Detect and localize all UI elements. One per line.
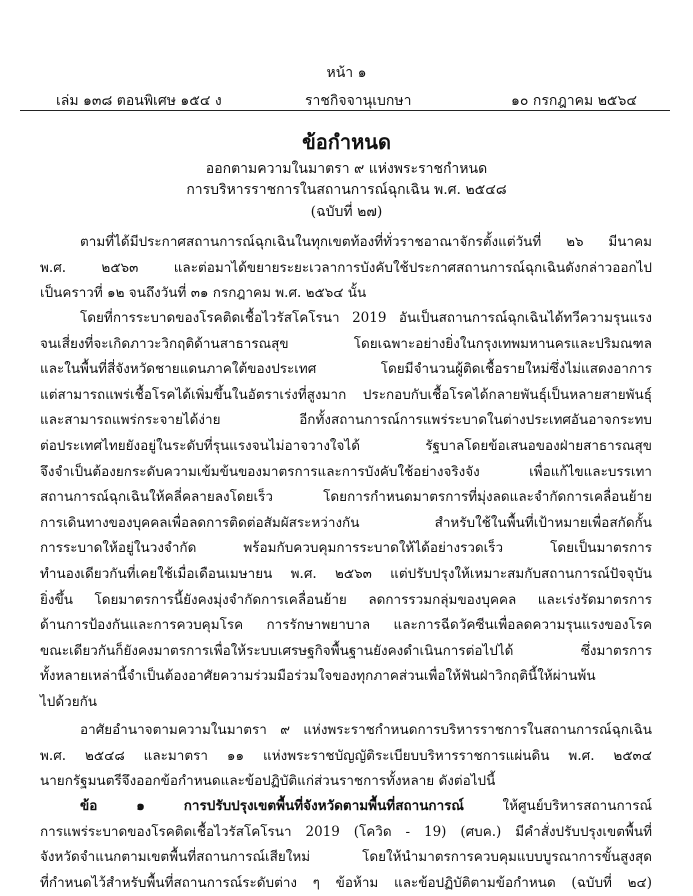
paragraph-authority	[40, 718, 652, 795]
text-line: ยิ่งขึ้น โดยมาตรการนี้ยังคงมุ่งจำกัดการเคลื่อนย้าย ลดการรวมกลุ่มของบุคคล และเร่งรัดมาตรการ	[40, 591, 652, 608]
text-line: เป็นคราวที่ ๑๒ จนถึงวันที่ ๓๑ กรกฎาคม พ.ศ. ๒๕๖๔ นั้น	[40, 285, 367, 302]
text-line: พ.ศ. ๒๕๖๓ และต่อมาได้ขยายระยะเวลาการบังคับใช้ประกาศสถานการณ์ฉุกเฉินดังกล่าวออกไป	[40, 259, 652, 276]
text-line: ไปด้วยกัน	[40, 693, 98, 710]
text-line: การระบาดให้อยู่ในวงจำกัด พร้อมกับควบคุมการระบาดให้ได้อย่างรวดเร็ว โดยเป็นมาตรการ	[40, 540, 652, 557]
volume-issue: เล่ม ๑๓๘ ตอนพิเศษ ๑๕๔ ง	[56, 93, 222, 109]
text-line: โดยที่การระบาดของโรคติดเชื้อไวรัสโคโรนา 2019 อันเป็นสถานการณ์ฉุกเฉินได้ทวีความรุนแรง	[80, 310, 652, 326]
text-line: ทำนองเดียวกันที่เคยใช้เมื่อเดือนเมษายน พ.ศ. ๒๕๖๓ แต่ปรับปรุงให้เหมาะสมกับสถานการณ์ปัจจุบัน	[40, 565, 652, 582]
text-line: ตามที่ได้มีประกาศสถานการณ์ฉุกเฉินในทุกเขตท้องที่ทั่วราชอาณาจักรตั้งแต่วันที่ ๒๖ มีนาคม	[80, 234, 652, 250]
text-line: และสามารถแพร่กระจายได้ง่าย อีกทั้งสถานการณ์การแพร่ระบาดในต่างประเทศอันอาจกระทบ	[40, 412, 652, 429]
text-line: จนเสี่ยงที่จะเกิดภาวะวิกฤติด้านสาธารณสุข โดยเฉพาะอย่างยิ่งในกรุงเทพมหานครและปริมณฑล	[40, 335, 652, 352]
text-line: จึงจำเป็นต้องยกระดับความเข้มข้นของมาตรการและการบังคับใช้อย่างจริงจัง เพื่อแก้ไขและบรรเทา	[40, 463, 652, 480]
text-line: การเดินทางของบุคคลเพื่อลดการติดต่อสัมผัสระหว่างกัน สำหรับใช้ในพื้นที่เป้าหมายเพื่อสกัดกั้น	[40, 514, 652, 531]
publication-date: ๑๐ กรกฎาคม ๒๕๖๔	[511, 93, 637, 109]
text-line: และในพื้นที่สี่จังหวัดชายแดนภาคใต้ของประเทศ โดยมีจำนวนผู้ติดเชื้อรายใหม่ซึ่งไม่แสดงอาการ	[40, 361, 652, 378]
text-line: สถานการณ์ฉุกเฉินให้คลี่คลายลงโดยเร็ว โดยการกำหนดมาตรการที่มุ่งลดและจำกัดการเคลื่อนย้าย	[40, 489, 652, 506]
header-divider	[20, 110, 670, 111]
subtitle-line: ออกตามความในมาตรา ๙ แห่งพระราชกำหนด	[205, 161, 488, 177]
text-line: ขณะเดียวกันก็ยังคงมาตรการเพื่อให้ระบบเศรษฐกิจพื้นฐานยังคงดำเนินการต่อไปได้ ซึ่งมาตรการ	[40, 642, 652, 659]
paragraph-rationale	[40, 306, 652, 716]
text-line: พ.ศ. ๒๕๔๘ และมาตรา ๑๑ แห่งพระราชบัญญัติระเบียบบริหารราชการแผ่นดิน พ.ศ. ๒๕๓๔	[40, 747, 652, 764]
text-line: ด้านการป้องกันและการควบคุมโรค การรักษาพยาบาล และการฉีดวัคซีนเพื่อลดความรุนแรงของโรค	[40, 617, 652, 634]
text-line: ต่อประเทศไทยยังอยู่ในระดับที่รุนแรงจนไม่อาจวางใจได้ รัฐบาลโดยข้อเสนอของฝ่ายสาธารณสุข	[40, 437, 652, 454]
text-line: จังหวัดจำแนกตามเขตพื้นที่สถานการณ์เสียใหม่ โดยให้นำมาตรการควบคุมแบบบูรณาการขั้นสูงสุด	[40, 849, 652, 866]
text-line: การแพร่ระบาดของโรคติดเชื้อไวรัสโคโรนา 2019 (โควิด - 19) (ศบค.) มีคำสั่งปรับปรุงเขตพื้นที่	[40, 823, 652, 840]
document-title: ข้อกำหนด	[302, 130, 391, 154]
text-line: นายกรัฐมนตรีจึงออกข้อกำหนดและข้อปฏิบัติแก่ส่วนราชการทั้งหลาย ดังต่อไปนี้	[40, 773, 496, 790]
text-line: ที่กำหนดไว้สำหรับพื้นที่สถานการณ์ระดับต่าง ๆ ข้อห้าม และข้อปฏิบัติตามข้อกำหนด (ฉบับที่ ๒๔)	[40, 874, 652, 891]
text-line: ทั้งหลายเหล่านี้จำเป็นต้องอาศัยความร่วมมือร่วมใจของทุกภาคส่วนเพื่อให้ฟันฝ่าวิกฤตินี้ให้ผ่านพ้น	[40, 668, 596, 685]
clause-1-first-line	[40, 794, 652, 820]
subtitle-line: (ฉบับที่ ๒๗)	[310, 204, 383, 220]
page-number: หน้า ๑	[326, 65, 367, 81]
text-line: แต่สามารถแพร่เชื้อโรคได้เพิ่มขึ้นในอัตราเร่งที่สูงมาก ประกอบกับเชื้อโรคได้กลายพันธุ์เป็นหลายสายพันธุ์	[40, 386, 652, 403]
clause-1-text: ให้ศูนย์บริหารสถานการณ์	[502, 798, 652, 814]
gazette-name: ราชกิจจานุเบกษา	[305, 93, 412, 109]
clause-1-heading: ข้อ ๑ การปรับปรุงเขตพื้นที่จังหวัดตามพื้นที่สถานการณ์	[80, 798, 464, 814]
subtitle-line: การบริหารราชการในสถานการณ์ฉุกเฉิน พ.ศ. ๒๕๔๘	[186, 182, 507, 198]
paragraph-preamble	[40, 230, 652, 307]
text-line: อาศัยอำนาจตามความในมาตรา ๙ แห่งพระราชกำหนดการบริหารราชการในสถานการณ์ฉุกเฉิน	[80, 722, 652, 738]
